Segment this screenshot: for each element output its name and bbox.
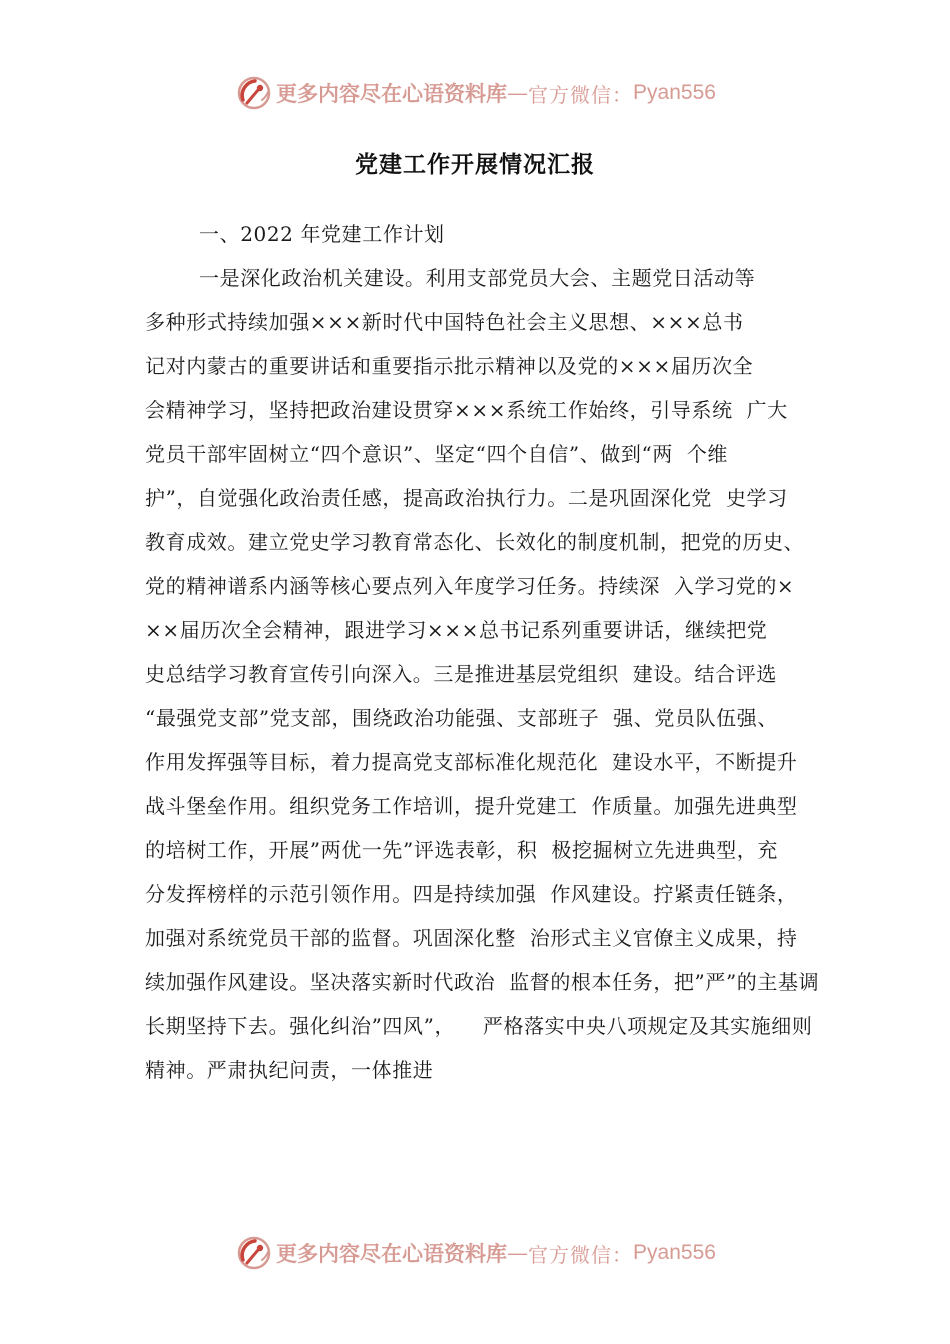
paragraph-line: 教育成效。建立党史学习教育常态化、长效化的制度机制，把党的历史、: [145, 530, 805, 554]
watermark-wechat-id: Pyan556: [633, 81, 716, 104]
paragraph-line: 加强对系统党员干部的监督。巩固深化整 治形式主义官僚主义成果，持: [145, 926, 798, 950]
paragraph-line: 一是深化政治机关建设。利用支部党员大会、主题党日活动等: [199, 266, 756, 290]
paragraph-line: 史总结学习教育宣传引向深入。三是推进基层党组织 建设。结合评选: [145, 662, 777, 686]
watermark-header: [0, 71, 950, 115]
document-title: 党建工作开展情况汇报: [355, 151, 595, 178]
watermark-separator: —: [507, 1241, 529, 1265]
watermark-wechat-label: 官方微信：: [528, 1242, 634, 1267]
paragraph-line: “最强党支部”党支部，围绕政治功能强、支部班子 强、党员队伍强、: [145, 706, 778, 730]
paragraph-line: 的培树工作，开展”两优一先”评选表彰，积 极挖掘树立先进典型，充: [145, 838, 778, 862]
paragraph-line: 会精神学习，坚持把政治建设贯穿×××系统工作始终，引导系统 广大: [145, 398, 788, 422]
paragraph-line: 多种形式持续加强×××新时代中国特色社会主义思想、×××总书: [145, 310, 744, 334]
paragraph-line: 党的精神谱系内涵等核心要点列入年度学习任务。持续深 入学习党的×: [145, 574, 795, 598]
paragraph-line: 记对内蒙古的重要讲话和重要指示批示精神以及党的×××届历次全: [145, 354, 754, 378]
watermark-main-text: 更多内容尽在心语资料库: [276, 1241, 508, 1266]
paragraph-line: 续加强作风建设。坚决落实新时代政治 监督的根本任务，把”严”的主基调: [145, 970, 820, 994]
paragraph-line: 长期坚持下去。强化纠治”四风”， 严格落实中央八项规定及其实施细则: [145, 1014, 813, 1038]
watermark-wechat-label: 官方微信：: [528, 82, 634, 107]
section-heading: 一、2022 年党建工作计划: [199, 222, 445, 246]
watermark-separator: —: [507, 81, 529, 105]
watermark-wechat-id: Pyan556: [633, 1241, 716, 1264]
document-body: [145, 212, 825, 1092]
paragraph-line: 党员干部牢固树立“四个意识”、坚定“四个自信”、做到“两 个维: [145, 442, 729, 466]
paragraph-line: 作用发挥强等目标，着力提高党支部标准化规范化 建设水平，不断提升: [145, 750, 798, 774]
handset-logo-icon: [234, 1233, 274, 1273]
paragraph-line: ××届历次全会精神，跟进学习×××总书记系列重要讲话，继续把党: [145, 618, 768, 642]
watermark-footer: [0, 1231, 950, 1275]
paragraph-line: 精神。严肃执纪问责，一体推进: [145, 1058, 434, 1082]
paragraph-line: 分发挥榜样的示范引领作用。四是持续加强 作风建设。拧紧责任链条，: [145, 882, 798, 906]
handset-logo-icon: [234, 73, 274, 113]
paragraph-line: 护”，自觉强化政治责任感，提高政治执行力。二是巩固深化党 史学习: [145, 486, 788, 510]
watermark-main-text: 更多内容尽在心语资料库: [276, 81, 508, 106]
paragraph-line: 战斗堡垒作用。组织党务工作培训，提升党建工 作质量。加强先进典型: [145, 794, 798, 818]
